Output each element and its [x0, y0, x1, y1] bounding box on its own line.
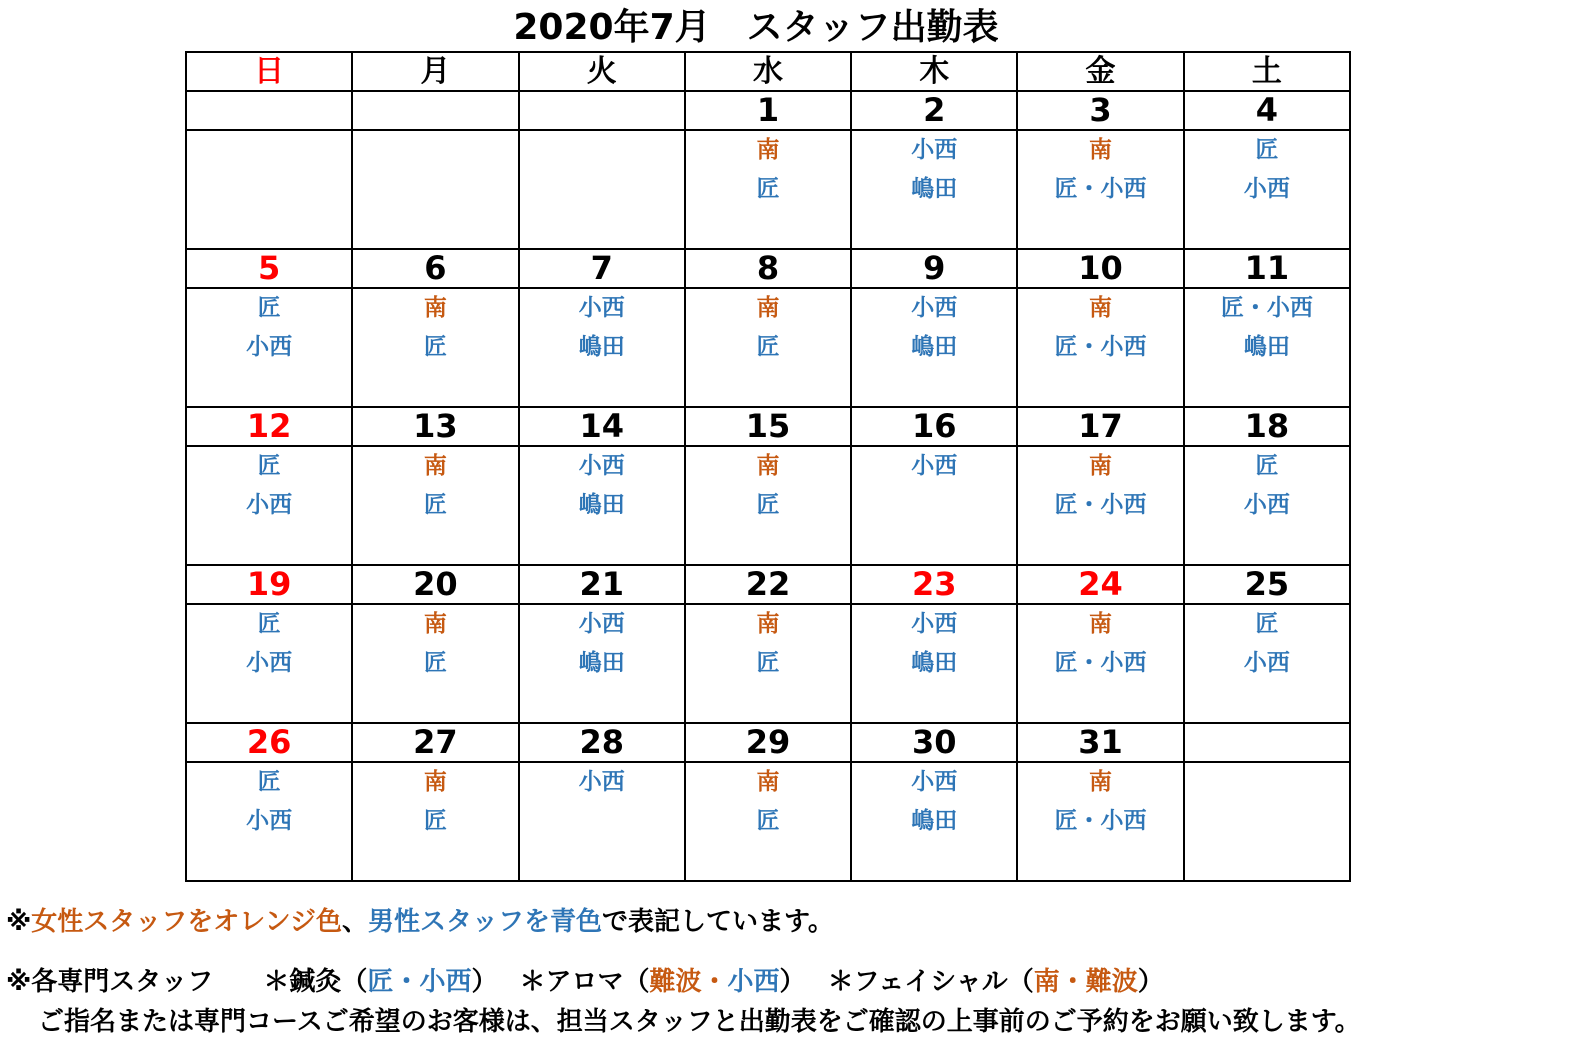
day-number: 13	[352, 407, 518, 446]
note-segment: 男性スタッフを青色	[368, 907, 603, 937]
day-number: 8	[685, 249, 851, 288]
staff-name: 匠	[1255, 453, 1279, 479]
staff-name: 小西	[911, 611, 958, 637]
staff-name: 匠	[1255, 611, 1279, 637]
staff-cell	[1017, 130, 1183, 249]
staff-cell	[352, 762, 518, 881]
staff-cell	[851, 130, 1017, 249]
weekday-header: 金	[1017, 52, 1183, 91]
staff-name: 小西	[911, 453, 958, 479]
staff-cell	[851, 604, 1017, 723]
staff-name: 南	[1089, 453, 1113, 479]
specialty-staff: 難波	[1085, 967, 1138, 997]
staff-cell	[519, 130, 685, 249]
staff-name: 南	[1089, 611, 1113, 637]
staff-name: 匠・小西	[1220, 295, 1313, 321]
specialty-item	[828, 967, 1164, 997]
staff-cell	[1017, 288, 1183, 407]
staff-name: 匠・小西	[1054, 808, 1147, 834]
staff-cell	[186, 604, 352, 723]
day-number: 24	[1017, 565, 1183, 604]
staff-cell	[186, 288, 352, 407]
staff-cell	[1017, 762, 1183, 881]
weekday-header: 火	[519, 52, 685, 91]
staff-cell	[519, 446, 685, 565]
day-number: 4	[1184, 91, 1350, 130]
staff-name: 嶋田	[911, 650, 958, 676]
staff-name: 匠	[257, 769, 281, 795]
staff-name: 嶋田	[1243, 334, 1290, 360]
note-segment: ※	[6, 907, 32, 937]
staff-cell	[186, 762, 352, 881]
staff-name: 嶋田	[911, 176, 958, 202]
date-row	[186, 723, 1350, 762]
note-segment: 、	[341, 907, 368, 937]
specialty-separator: ・	[393, 967, 420, 997]
staff-name: 南	[1089, 295, 1113, 321]
staff-name: 南	[423, 611, 447, 637]
staff-name: 南	[756, 611, 780, 637]
staff-name: 匠	[423, 808, 447, 834]
staff-name: 南	[756, 453, 780, 479]
weekday-header: 月	[352, 52, 518, 91]
weekday-header: 水	[685, 52, 851, 91]
day-number: 22	[685, 565, 851, 604]
day-number: 7	[519, 249, 685, 288]
staff-name: 匠・小西	[1054, 650, 1147, 676]
day-number: 17	[1017, 407, 1183, 446]
staff-cell	[519, 604, 685, 723]
specialty-item	[263, 967, 497, 997]
specialty-list	[263, 967, 1163, 997]
day-number: 19	[186, 565, 352, 604]
staff-name: 南	[756, 137, 780, 163]
specialty-staff: 南	[1033, 967, 1060, 997]
staff-cell	[685, 130, 851, 249]
day-number: 2	[851, 91, 1017, 130]
staff-cell	[186, 446, 352, 565]
staff-name: 南	[756, 769, 780, 795]
staff-cell	[1184, 762, 1350, 881]
day-number: 23	[851, 565, 1017, 604]
staff-name: 匠	[1255, 137, 1279, 163]
staff-name: 匠	[257, 295, 281, 321]
staff-name: 小西	[911, 769, 958, 795]
staff-cell	[519, 288, 685, 407]
staff-row	[186, 288, 1350, 407]
reservation-note: ご指名または専門コースご希望のお客様は、担当スタッフと出勤表をご確認の上事前のご予約をお願い致します。	[38, 1007, 1361, 1037]
staff-name: 小西	[578, 295, 625, 321]
staff-name: 匠	[423, 492, 447, 518]
staff-cell	[1184, 288, 1350, 407]
staff-calendar	[185, 51, 1351, 882]
day-number: 29	[685, 723, 851, 762]
staff-name: 小西	[578, 769, 625, 795]
staff-name: 小西	[578, 611, 625, 637]
staff-cell	[1017, 446, 1183, 565]
day-number: 11	[1184, 249, 1350, 288]
staff-cell	[352, 130, 518, 249]
staff-cell	[851, 446, 1017, 565]
day-number: 10	[1017, 249, 1183, 288]
staff-name: 南	[423, 453, 447, 479]
day-number: 26	[186, 723, 352, 762]
day-number: 30	[851, 723, 1017, 762]
staff-name: 嶋田	[911, 334, 958, 360]
specialty-name: ＊アロマ（	[519, 967, 650, 997]
day-number: 21	[519, 565, 685, 604]
staff-cell	[352, 288, 518, 407]
staff-name: 嶋田	[578, 334, 625, 360]
weekday-header: 日	[186, 52, 352, 91]
specialty-close: ）	[779, 967, 806, 997]
staff-cell	[1184, 446, 1350, 565]
staff-cell	[851, 762, 1017, 881]
staff-name: 匠	[756, 334, 780, 360]
page-title: 2020年7月 スタッフ出勤表	[513, 7, 999, 48]
specialty-lead: ※各専門スタッフ	[6, 967, 214, 997]
weekday-header-row	[186, 52, 1350, 91]
staff-name: 南	[423, 769, 447, 795]
day-number: 12	[186, 407, 352, 446]
staff-name: 小西	[1243, 176, 1290, 202]
day-number: 27	[352, 723, 518, 762]
day-number: 1	[685, 91, 851, 130]
date-row	[186, 407, 1350, 446]
day-number: 6	[352, 249, 518, 288]
day-number: 15	[685, 407, 851, 446]
day-number: 18	[1184, 407, 1350, 446]
specialty-name: ＊鍼灸（	[263, 967, 368, 997]
day-number	[1184, 723, 1350, 762]
staff-row	[186, 130, 1350, 249]
staff-name: 小西	[246, 334, 293, 360]
staff-cell	[519, 762, 685, 881]
note-segment: で表記しています。	[602, 907, 834, 937]
staff-name: 小西	[1243, 492, 1290, 518]
staff-name: 嶋田	[911, 808, 958, 834]
specialty-staff: 難波	[649, 967, 702, 997]
staff-name: 小西	[911, 295, 958, 321]
staff-cell	[685, 762, 851, 881]
specialty-item	[519, 967, 805, 997]
day-number: 5	[186, 249, 352, 288]
staff-name: 匠	[257, 611, 281, 637]
staff-name: 匠・小西	[1054, 176, 1147, 202]
specialty-separator: ・	[1059, 967, 1086, 997]
staff-name: 匠	[756, 492, 780, 518]
day-number: 25	[1184, 565, 1350, 604]
staff-cell	[685, 604, 851, 723]
day-number: 20	[352, 565, 518, 604]
staff-name: 匠・小西	[1054, 492, 1147, 518]
staff-name: 嶋田	[578, 650, 625, 676]
staff-cell	[685, 446, 851, 565]
staff-name: 匠	[756, 650, 780, 676]
staff-name: 小西	[1243, 650, 1290, 676]
staff-name: 南	[1089, 769, 1113, 795]
color-legend-note	[6, 902, 834, 942]
day-number	[519, 91, 685, 130]
date-row	[186, 249, 1350, 288]
date-row	[186, 91, 1350, 130]
staff-name: 南	[1089, 137, 1113, 163]
day-number: 14	[519, 407, 685, 446]
staff-cell	[186, 130, 352, 249]
specialty-close: ）	[1137, 967, 1164, 997]
staff-cell	[352, 446, 518, 565]
staff-cell	[352, 604, 518, 723]
staff-name: 南	[423, 295, 447, 321]
staff-name: 小西	[578, 453, 625, 479]
staff-row	[186, 762, 1350, 881]
specialty-staff: 小西	[727, 967, 780, 997]
staff-row	[186, 446, 1350, 565]
staff-name: 匠	[756, 808, 780, 834]
day-number: 16	[851, 407, 1017, 446]
weekday-header: 土	[1184, 52, 1350, 91]
staff-cell	[1184, 604, 1350, 723]
staff-name: 匠	[257, 453, 281, 479]
day-number: 3	[1017, 91, 1183, 130]
staff-name: 匠	[756, 176, 780, 202]
day-number: 31	[1017, 723, 1183, 762]
staff-cell	[1017, 604, 1183, 723]
staff-cell	[1184, 130, 1350, 249]
specialty-separator: ・	[701, 967, 728, 997]
staff-name: 匠・小西	[1054, 334, 1147, 360]
specialty-close: ）	[471, 967, 498, 997]
staff-name: 小西	[246, 808, 293, 834]
staff-name: 匠	[423, 334, 447, 360]
staff-name: 嶋田	[578, 492, 625, 518]
day-number: 28	[519, 723, 685, 762]
staff-name: 小西	[911, 137, 958, 163]
staff-name: 南	[756, 295, 780, 321]
day-number: 9	[851, 249, 1017, 288]
day-number	[186, 91, 352, 130]
specialty-staff: 匠	[367, 967, 394, 997]
specialty-staff-note	[6, 962, 1164, 1002]
specialty-staff: 小西	[419, 967, 472, 997]
day-number	[352, 91, 518, 130]
specialty-name: ＊フェイシャル（	[827, 967, 1034, 997]
staff-name: 小西	[246, 492, 293, 518]
staff-cell	[685, 288, 851, 407]
staff-row	[186, 604, 1350, 723]
staff-name: 匠	[423, 650, 447, 676]
calendar-body	[186, 52, 1350, 881]
date-row	[186, 565, 1350, 604]
staff-name: 小西	[246, 650, 293, 676]
weekday-header: 木	[851, 52, 1017, 91]
note-segment: 女性スタッフをオレンジ色	[31, 907, 342, 937]
staff-cell	[851, 288, 1017, 407]
